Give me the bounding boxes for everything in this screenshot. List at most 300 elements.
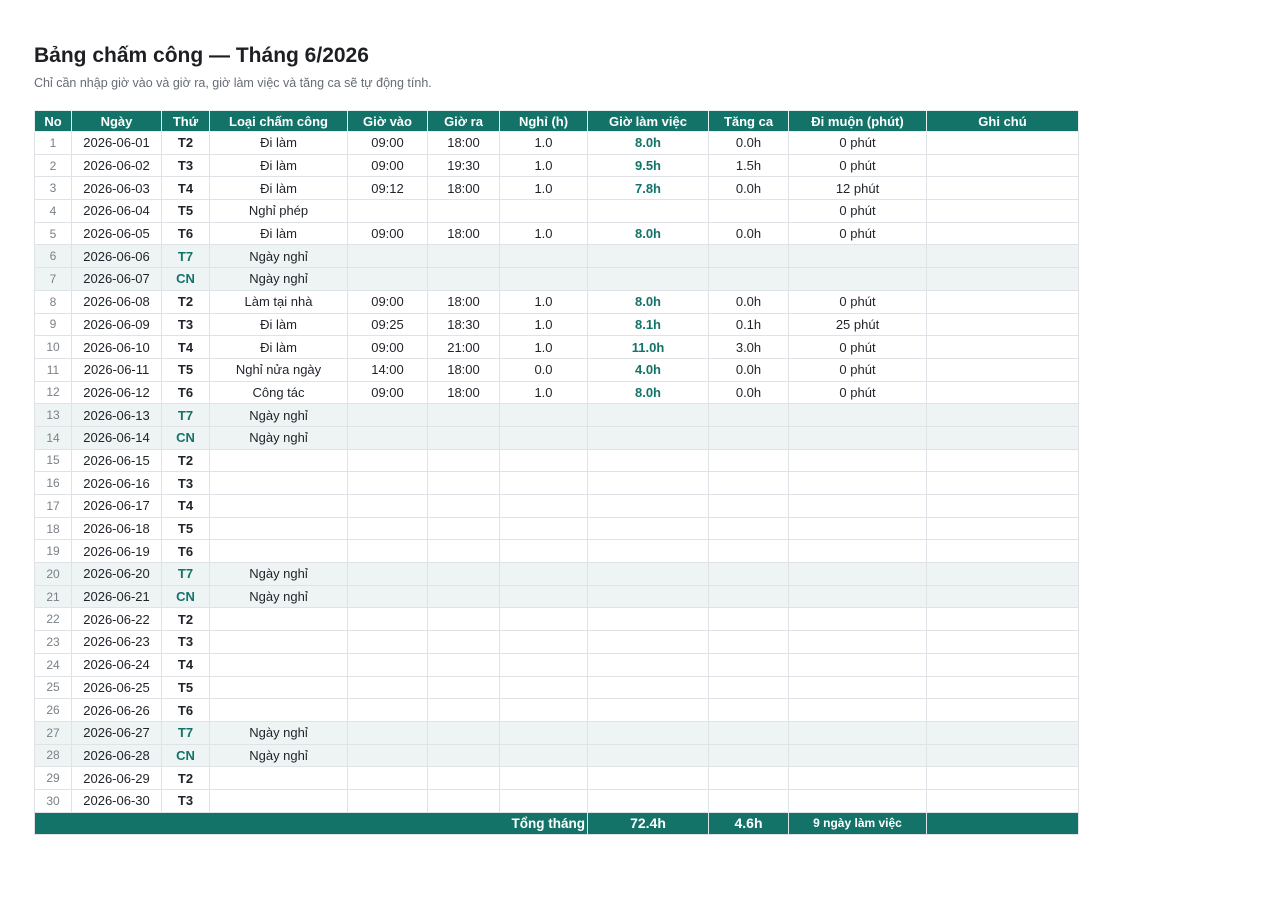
cell-break[interactable] [500,540,588,563]
cell-time-out[interactable]: 18:00 [428,132,500,155]
column-header-date[interactable]: Ngày [72,111,162,132]
cell-date[interactable]: 2026-06-22 [72,608,162,631]
cell-no: 2 [35,154,72,177]
cell-time-out[interactable]: 18:30 [428,313,500,336]
cell-late [789,608,927,631]
cell-date[interactable]: 2026-06-13 [72,404,162,427]
cell-late: 0 phút [789,222,927,245]
cell-weekday: T2 [162,449,210,472]
cell-work-hours [588,404,709,427]
cell-late [789,631,927,654]
column-header-overtime[interactable]: Tăng ca [709,111,789,132]
cell-time-in[interactable] [348,540,428,563]
cell-no: 25 [35,676,72,699]
cell-date[interactable]: 2026-06-15 [72,449,162,472]
cell-overtime [709,789,789,812]
cell-weekday: T5 [162,358,210,381]
cell-overtime [709,631,789,654]
table-row [35,449,1079,472]
cell-time-out[interactable] [428,767,500,790]
cell-date[interactable]: 2026-06-06 [72,245,162,268]
cell-late [789,789,927,812]
cell-break[interactable] [500,631,588,654]
cell-time-out[interactable] [428,495,500,518]
cell-late [789,426,927,449]
cell-break[interactable] [500,585,588,608]
table-row [35,290,1079,313]
cell-date[interactable]: 2026-06-29 [72,767,162,790]
cell-note[interactable] [927,449,1079,472]
cell-weekday: T3 [162,472,210,495]
cell-time-in[interactable] [348,676,428,699]
cell-overtime [709,540,789,563]
cell-time-out[interactable]: 21:00 [428,336,500,359]
cell-no: 7 [35,268,72,291]
cell-break[interactable] [500,472,588,495]
cell-date[interactable]: 2026-06-11 [72,358,162,381]
cell-overtime [709,608,789,631]
cell-break[interactable] [500,200,588,223]
table-row [35,358,1079,381]
cell-overtime: 0.0h [709,177,789,200]
column-header-time-out[interactable]: Giờ ra [428,111,500,132]
table-row [35,631,1079,654]
cell-type[interactable]: Đi làm [210,132,348,155]
cell-overtime: 0.0h [709,381,789,404]
cell-no: 20 [35,563,72,586]
cell-break[interactable] [500,404,588,427]
cell-date[interactable]: 2026-06-26 [72,699,162,722]
cell-type[interactable]: Ngày nghỉ [210,245,348,268]
cell-time-out[interactable] [428,789,500,812]
cell-type[interactable]: Đi làm [210,313,348,336]
cell-break[interactable] [500,699,588,722]
cell-break[interactable]: 0.0 [500,358,588,381]
cell-note[interactable] [927,313,1079,336]
cell-overtime [709,426,789,449]
cell-time-in[interactable] [348,495,428,518]
cell-type[interactable]: Ngày nghỉ [210,563,348,586]
table-row [35,789,1079,812]
cell-time-out[interactable] [428,426,500,449]
cell-type[interactable] [210,789,348,812]
cell-weekday: T5 [162,676,210,699]
cell-time-out[interactable] [428,404,500,427]
cell-date[interactable]: 2026-06-04 [72,200,162,223]
cell-time-in[interactable] [348,200,428,223]
cell-time-in[interactable] [348,767,428,790]
cell-overtime [709,585,789,608]
cell-date[interactable]: 2026-06-16 [72,472,162,495]
cell-type[interactable]: Ngày nghỉ [210,744,348,767]
cell-type[interactable]: Đi làm [210,177,348,200]
cell-type[interactable] [210,517,348,540]
cell-weekday: T7 [162,721,210,744]
table-row [35,245,1079,268]
cell-time-in[interactable] [348,699,428,722]
cell-date[interactable]: 2026-06-02 [72,154,162,177]
cell-break[interactable] [500,245,588,268]
cell-time-out[interactable] [428,200,500,223]
cell-note[interactable] [927,653,1079,676]
cell-time-in[interactable] [348,653,428,676]
cell-work-hours [588,449,709,472]
cell-date[interactable]: 2026-06-03 [72,177,162,200]
cell-note[interactable] [927,336,1079,359]
cell-note[interactable] [927,245,1079,268]
cell-work-hours [588,517,709,540]
column-header-break[interactable]: Nghỉ (h) [500,111,588,132]
cell-time-in[interactable] [348,449,428,472]
cell-late [789,699,927,722]
cell-time-out[interactable] [428,699,500,722]
cell-time-in[interactable] [348,426,428,449]
cell-break[interactable] [500,495,588,518]
cell-note[interactable] [927,563,1079,586]
cell-note[interactable] [927,767,1079,790]
cell-note[interactable] [927,517,1079,540]
cell-time-out[interactable] [428,721,500,744]
cell-work-hours [588,495,709,518]
cell-work-hours: 8.0h [588,222,709,245]
cell-date[interactable]: 2026-06-19 [72,540,162,563]
cell-time-out[interactable] [428,631,500,654]
cell-weekday: T4 [162,653,210,676]
cell-no: 9 [35,313,72,336]
cell-time-in[interactable] [348,517,428,540]
cell-date[interactable]: 2026-06-23 [72,631,162,654]
cell-weekday: T6 [162,222,210,245]
cell-overtime [709,721,789,744]
cell-time-in[interactable] [348,721,428,744]
cell-break[interactable] [500,608,588,631]
cell-date[interactable]: 2026-06-09 [72,313,162,336]
total-work-hours: 72.4h [588,812,709,835]
cell-time-in[interactable] [348,608,428,631]
column-header-type[interactable]: Loại chấm công [210,111,348,132]
cell-time-out[interactable] [428,449,500,472]
cell-work-hours [588,721,709,744]
cell-note[interactable] [927,358,1079,381]
column-header-weekday[interactable]: Thứ [162,111,210,132]
cell-late [789,517,927,540]
table-row [35,268,1079,291]
cell-time-in[interactable]: 09:25 [348,313,428,336]
cell-time-out[interactable] [428,676,500,699]
cell-time-out[interactable]: 18:00 [428,290,500,313]
cell-break[interactable] [500,426,588,449]
cell-type[interactable]: Ngày nghỉ [210,268,348,291]
cell-date[interactable]: 2026-06-05 [72,222,162,245]
cell-no: 18 [35,517,72,540]
column-header-note[interactable]: Ghi chú [927,111,1079,132]
cell-date[interactable]: 2026-06-14 [72,426,162,449]
cell-work-hours: 8.0h [588,290,709,313]
cell-work-hours [588,631,709,654]
table-row [35,177,1079,200]
cell-note[interactable] [927,585,1079,608]
cell-weekday: T4 [162,177,210,200]
cell-date[interactable]: 2026-06-24 [72,653,162,676]
cell-time-in[interactable] [348,404,428,427]
cell-overtime [709,404,789,427]
table-row [35,653,1079,676]
cell-note[interactable] [927,540,1079,563]
cell-no: 14 [35,426,72,449]
cell-type[interactable]: Làm tại nhà [210,290,348,313]
cell-time-in[interactable] [348,585,428,608]
cell-type[interactable] [210,608,348,631]
cell-time-in[interactable] [348,245,428,268]
cell-weekday: T2 [162,767,210,790]
cell-time-out[interactable] [428,472,500,495]
cell-no: 10 [35,336,72,359]
cell-time-out[interactable] [428,608,500,631]
cell-no: 24 [35,653,72,676]
cell-break[interactable] [500,744,588,767]
cell-type[interactable]: Đi làm [210,222,348,245]
cell-no: 28 [35,744,72,767]
cell-late: 0 phút [789,132,927,155]
cell-time-out[interactable] [428,540,500,563]
cell-break[interactable] [500,517,588,540]
cell-break[interactable] [500,767,588,790]
cell-no: 16 [35,472,72,495]
cell-note[interactable] [927,495,1079,518]
table-row [35,699,1079,722]
cell-type[interactable]: Nghỉ phép [210,200,348,223]
cell-note[interactable] [927,222,1079,245]
cell-weekday: T5 [162,517,210,540]
cell-no: 3 [35,177,72,200]
cell-work-hours [588,563,709,586]
cell-note[interactable] [927,744,1079,767]
cell-break[interactable] [500,268,588,291]
cell-type[interactable] [210,449,348,472]
cell-time-out[interactable]: 18:00 [428,222,500,245]
cell-work-hours [588,653,709,676]
cell-time-out[interactable] [428,744,500,767]
cell-late: 0 phút [789,200,927,223]
total-work-days: 9 ngày làm việc [789,812,927,835]
cell-time-in[interactable]: 09:00 [348,290,428,313]
cell-overtime [709,268,789,291]
cell-type[interactable] [210,495,348,518]
cell-break[interactable] [500,721,588,744]
cell-type[interactable] [210,767,348,790]
cell-weekday: T5 [162,200,210,223]
cell-late [789,744,927,767]
cell-type[interactable] [210,540,348,563]
cell-note[interactable] [927,290,1079,313]
cell-weekday: T2 [162,132,210,155]
cell-no: 12 [35,381,72,404]
cell-time-in[interactable]: 14:00 [348,358,428,381]
cell-break[interactable]: 1.0 [500,290,588,313]
cell-break[interactable]: 1.0 [500,222,588,245]
cell-time-in[interactable]: 09:00 [348,154,428,177]
cell-time-in[interactable] [348,472,428,495]
cell-note[interactable] [927,200,1079,223]
table-row [35,381,1079,404]
cell-time-in[interactable]: 09:00 [348,336,428,359]
cell-date[interactable]: 2026-06-17 [72,495,162,518]
cell-late [789,404,927,427]
cell-time-out[interactable]: 18:00 [428,358,500,381]
table-row [35,540,1079,563]
cell-time-out[interactable] [428,517,500,540]
cell-note[interactable] [927,789,1079,812]
cell-type[interactable]: Nghỉ nửa ngày [210,358,348,381]
cell-note[interactable] [927,426,1079,449]
cell-overtime [709,449,789,472]
column-header-work-hours[interactable]: Giờ làm việc [588,111,709,132]
cell-time-in[interactable] [348,631,428,654]
cell-date[interactable]: 2026-06-21 [72,585,162,608]
cell-weekday: CN [162,268,210,291]
cell-date[interactable]: 2026-06-08 [72,290,162,313]
cell-break[interactable]: 1.0 [500,154,588,177]
cell-late: 0 phút [789,336,927,359]
cell-no: 19 [35,540,72,563]
table-row [35,495,1079,518]
table-row [35,517,1079,540]
cell-break[interactable] [500,449,588,472]
cell-work-hours [588,472,709,495]
cell-type[interactable] [210,699,348,722]
cell-time-in[interactable] [348,789,428,812]
cell-break[interactable] [500,676,588,699]
cell-date[interactable]: 2026-06-07 [72,268,162,291]
cell-weekday: T3 [162,789,210,812]
cell-break[interactable] [500,563,588,586]
cell-date[interactable]: 2026-06-25 [72,676,162,699]
cell-time-out[interactable]: 18:00 [428,177,500,200]
cell-type[interactable] [210,653,348,676]
cell-time-in[interactable]: 09:12 [348,177,428,200]
cell-break[interactable]: 1.0 [500,177,588,200]
cell-break[interactable]: 1.0 [500,381,588,404]
table-row [35,608,1079,631]
cell-type[interactable]: Công tác [210,381,348,404]
cell-time-out[interactable]: 18:00 [428,381,500,404]
cell-note[interactable] [927,676,1079,699]
cell-time-out[interactable] [428,245,500,268]
cell-type[interactable] [210,631,348,654]
column-header-no[interactable]: No [35,111,72,132]
table-row [35,200,1079,223]
cell-date[interactable]: 2026-06-28 [72,744,162,767]
cell-time-in[interactable]: 09:00 [348,222,428,245]
column-header-late[interactable]: Đi muộn (phút) [789,111,927,132]
cell-time-out[interactable] [428,585,500,608]
cell-time-in[interactable]: 09:00 [348,132,428,155]
cell-break[interactable]: 1.0 [500,313,588,336]
cell-no: 15 [35,449,72,472]
cell-date[interactable]: 2026-06-01 [72,132,162,155]
cell-break[interactable] [500,789,588,812]
table-row [35,222,1079,245]
cell-type[interactable]: Ngày nghỉ [210,585,348,608]
cell-weekday: CN [162,744,210,767]
cell-note[interactable] [927,721,1079,744]
cell-no: 5 [35,222,72,245]
cell-late: 0 phút [789,381,927,404]
cell-late: 0 phút [789,154,927,177]
cell-note[interactable] [927,631,1079,654]
cell-note[interactable] [927,404,1079,427]
cell-break[interactable] [500,653,588,676]
cell-overtime [709,767,789,790]
cell-time-in[interactable] [348,268,428,291]
cell-date[interactable]: 2026-06-30 [72,789,162,812]
cell-type[interactable] [210,676,348,699]
cell-date[interactable]: 2026-06-20 [72,563,162,586]
cell-work-hours [588,608,709,631]
cell-time-out[interactable] [428,653,500,676]
cell-break[interactable]: 1.0 [500,132,588,155]
cell-type[interactable]: Đi làm [210,154,348,177]
cell-overtime [709,517,789,540]
cell-date[interactable]: 2026-06-27 [72,721,162,744]
cell-type[interactable]: Ngày nghỉ [210,404,348,427]
cell-note[interactable] [927,132,1079,155]
cell-date[interactable]: 2026-06-18 [72,517,162,540]
cell-type[interactable]: Đi làm [210,336,348,359]
cell-note[interactable] [927,268,1079,291]
cell-work-hours [588,676,709,699]
cell-work-hours: 9.5h [588,154,709,177]
cell-work-hours: 8.0h [588,132,709,155]
cell-date[interactable]: 2026-06-10 [72,336,162,359]
cell-overtime: 0.0h [709,132,789,155]
cell-no: 4 [35,200,72,223]
cell-time-out[interactable]: 19:30 [428,154,500,177]
cell-note[interactable] [927,177,1079,200]
cell-work-hours: 7.8h [588,177,709,200]
cell-type[interactable] [210,472,348,495]
cell-weekday: T6 [162,540,210,563]
cell-work-hours [588,585,709,608]
cell-break[interactable]: 1.0 [500,336,588,359]
cell-no: 30 [35,789,72,812]
cell-note[interactable] [927,699,1079,722]
cell-type[interactable]: Ngày nghỉ [210,426,348,449]
timesheet-table [34,110,1079,835]
cell-note[interactable] [927,381,1079,404]
cell-work-hours [588,200,709,223]
cell-date[interactable]: 2026-06-12 [72,381,162,404]
cell-weekday: T7 [162,563,210,586]
cell-note[interactable] [927,154,1079,177]
cell-late [789,676,927,699]
cell-type[interactable]: Ngày nghỉ [210,721,348,744]
table-row [35,472,1079,495]
cell-late [789,585,927,608]
cell-no: 1 [35,132,72,155]
cell-no: 23 [35,631,72,654]
cell-time-out[interactable] [428,268,500,291]
cell-note[interactable] [927,472,1079,495]
cell-time-in[interactable] [348,744,428,767]
cell-no: 21 [35,585,72,608]
cell-time-out[interactable] [428,563,500,586]
cell-time-in[interactable]: 09:00 [348,381,428,404]
cell-time-in[interactable] [348,563,428,586]
cell-work-hours [588,245,709,268]
column-header-time-in[interactable]: Giờ vào [348,111,428,132]
cell-note[interactable] [927,608,1079,631]
